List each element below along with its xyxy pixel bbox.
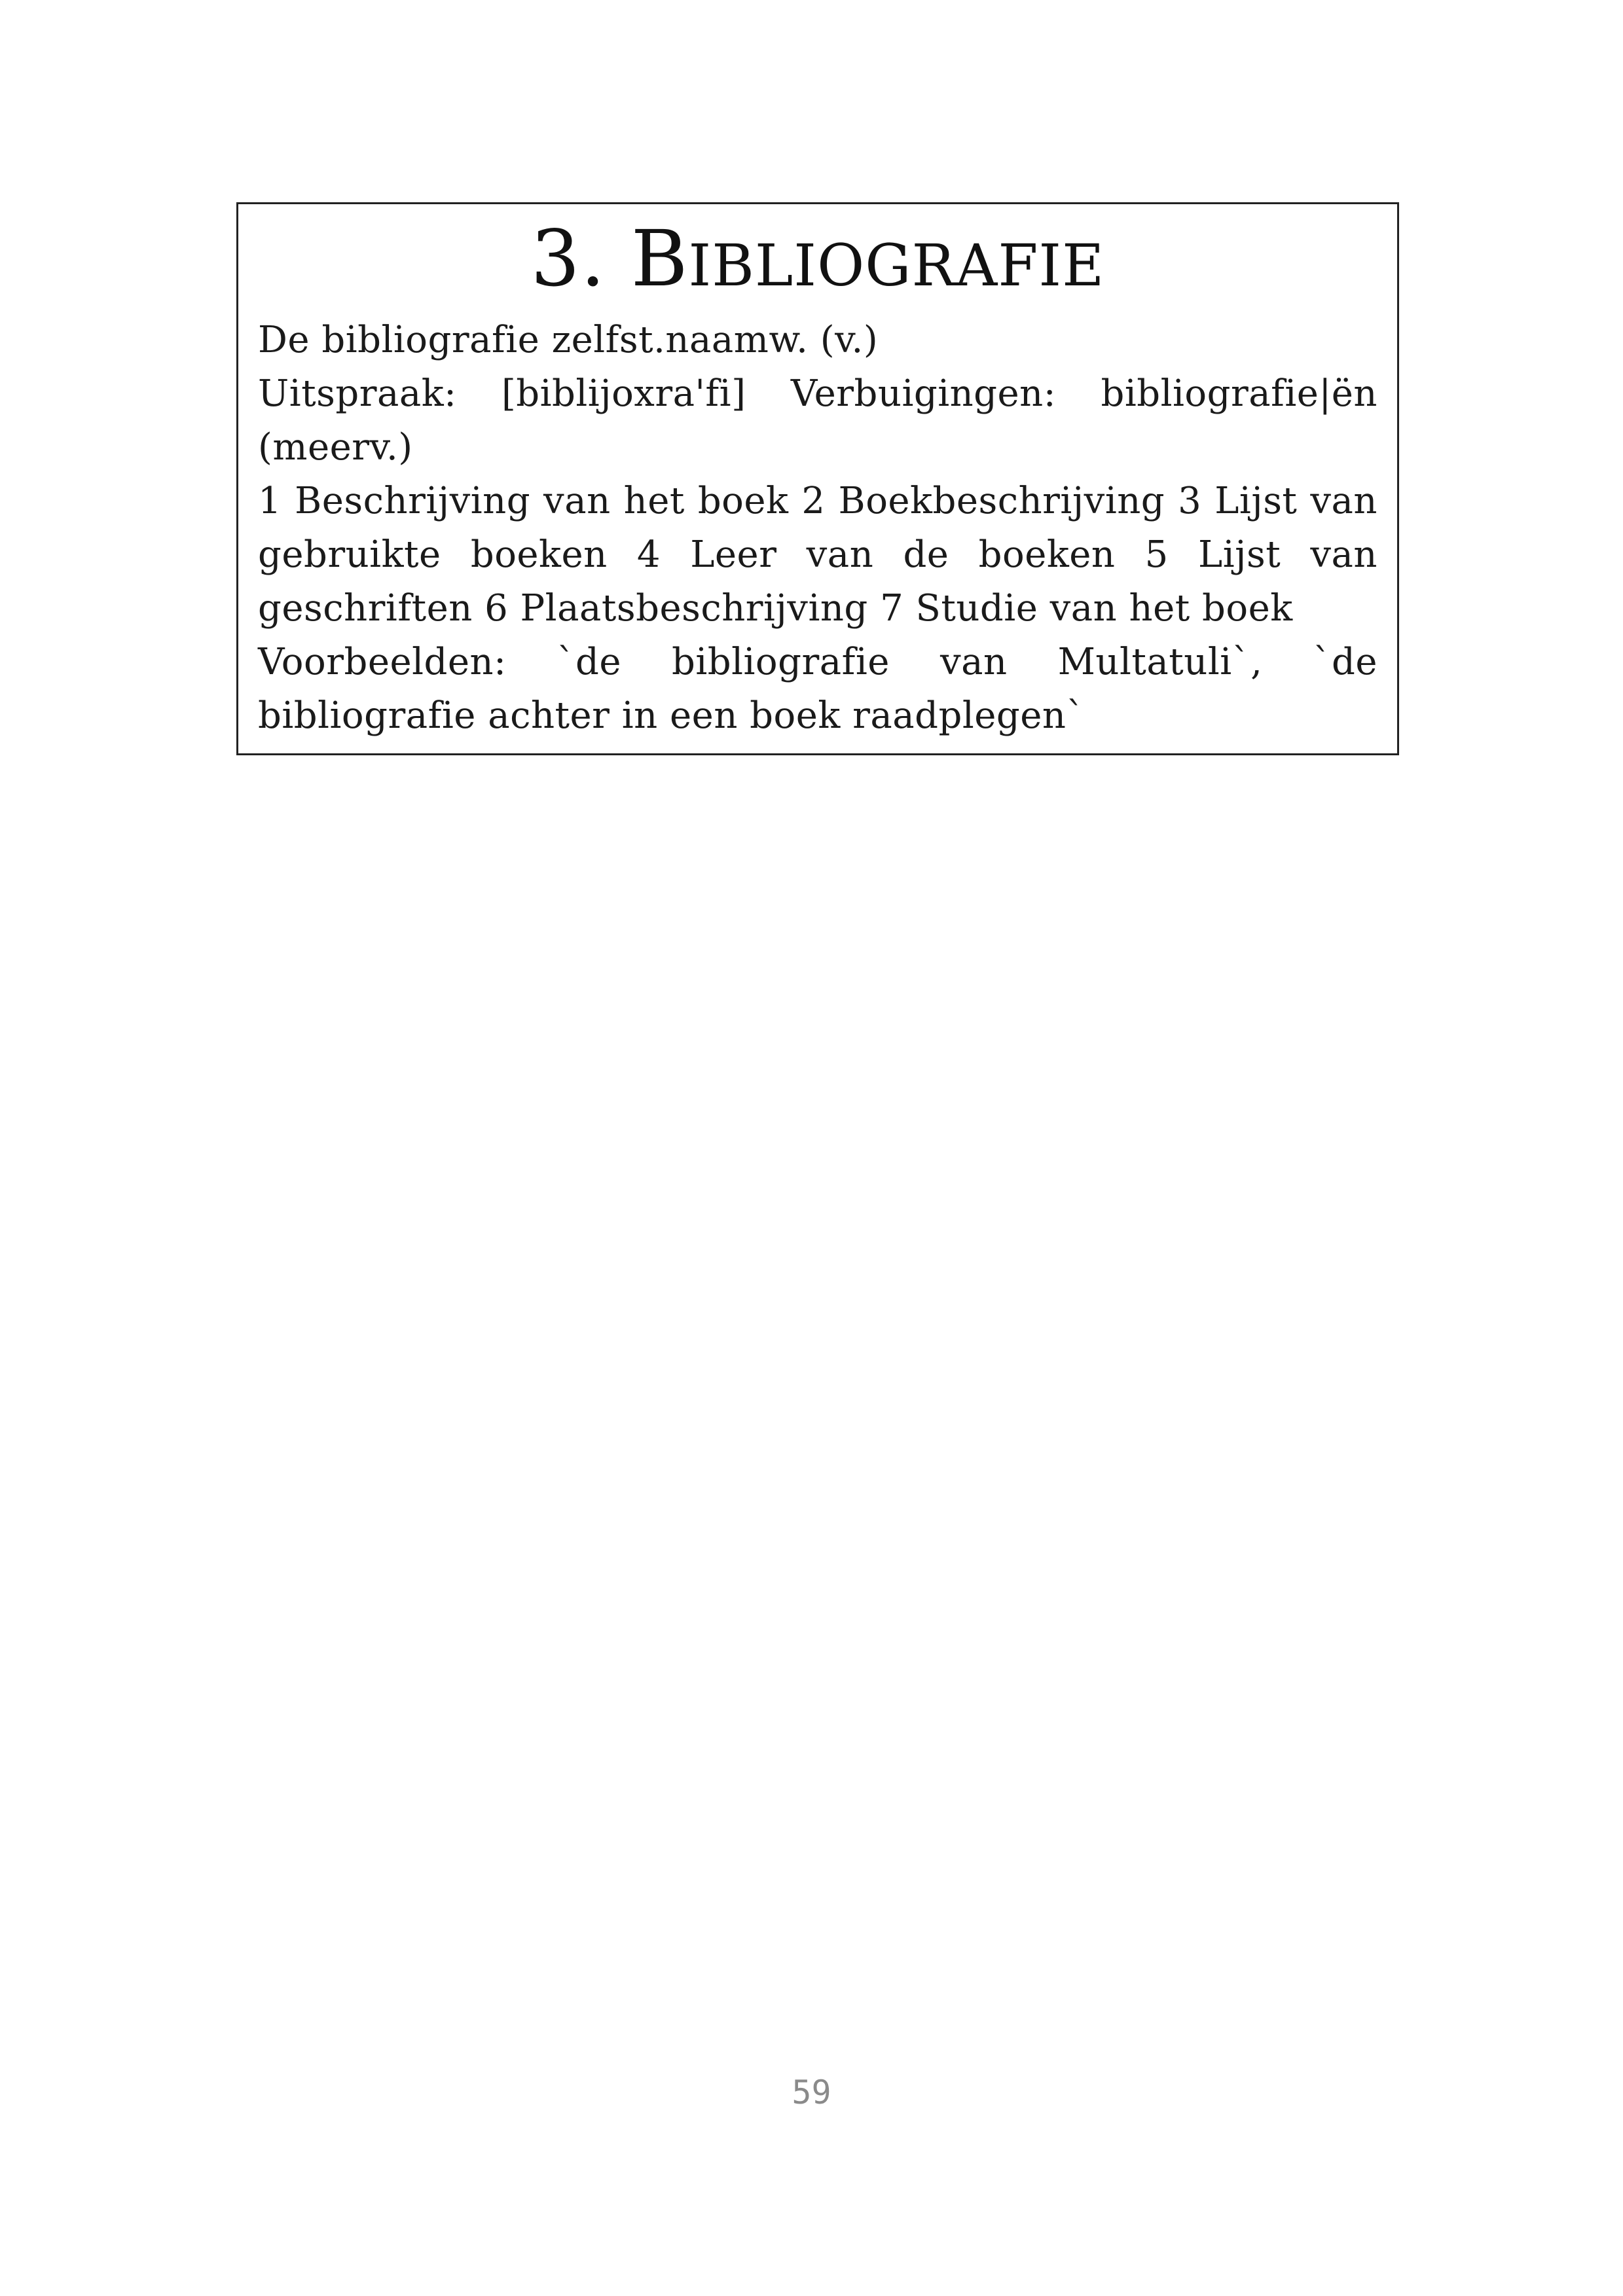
headword-line: De bibliografie zelfst.naamw. (v.) [258,319,879,361]
entry-body [258,314,1377,743]
definitions-paragraph: 1 Beschrijving van het boek 2 Boekbeschrijving 3 Lijst van gebruikte boeken 4 Leer van de boeken 5 Lijst van geschriften 6 Plaatsbeschrijving 7 Studie van het boek [258,480,1377,630]
examples-paragraph: Voorbeelden: `de bibliografie van Multatuli`, `de bibliografie achter in een boek raadplegen` [258,641,1377,737]
dictionary-entry-box [236,202,1399,755]
entry-title-word: IBLIOGRAFIE [688,232,1105,299]
entry-title [258,212,1377,312]
pronunciation-line: Uitspraak: [biblijoxra'fi] Verbuigingen: bibliografie|ën (meerv.) [258,372,1377,469]
page-number: 59 [792,2073,831,2111]
entry-title-number: 3. B [530,213,689,304]
